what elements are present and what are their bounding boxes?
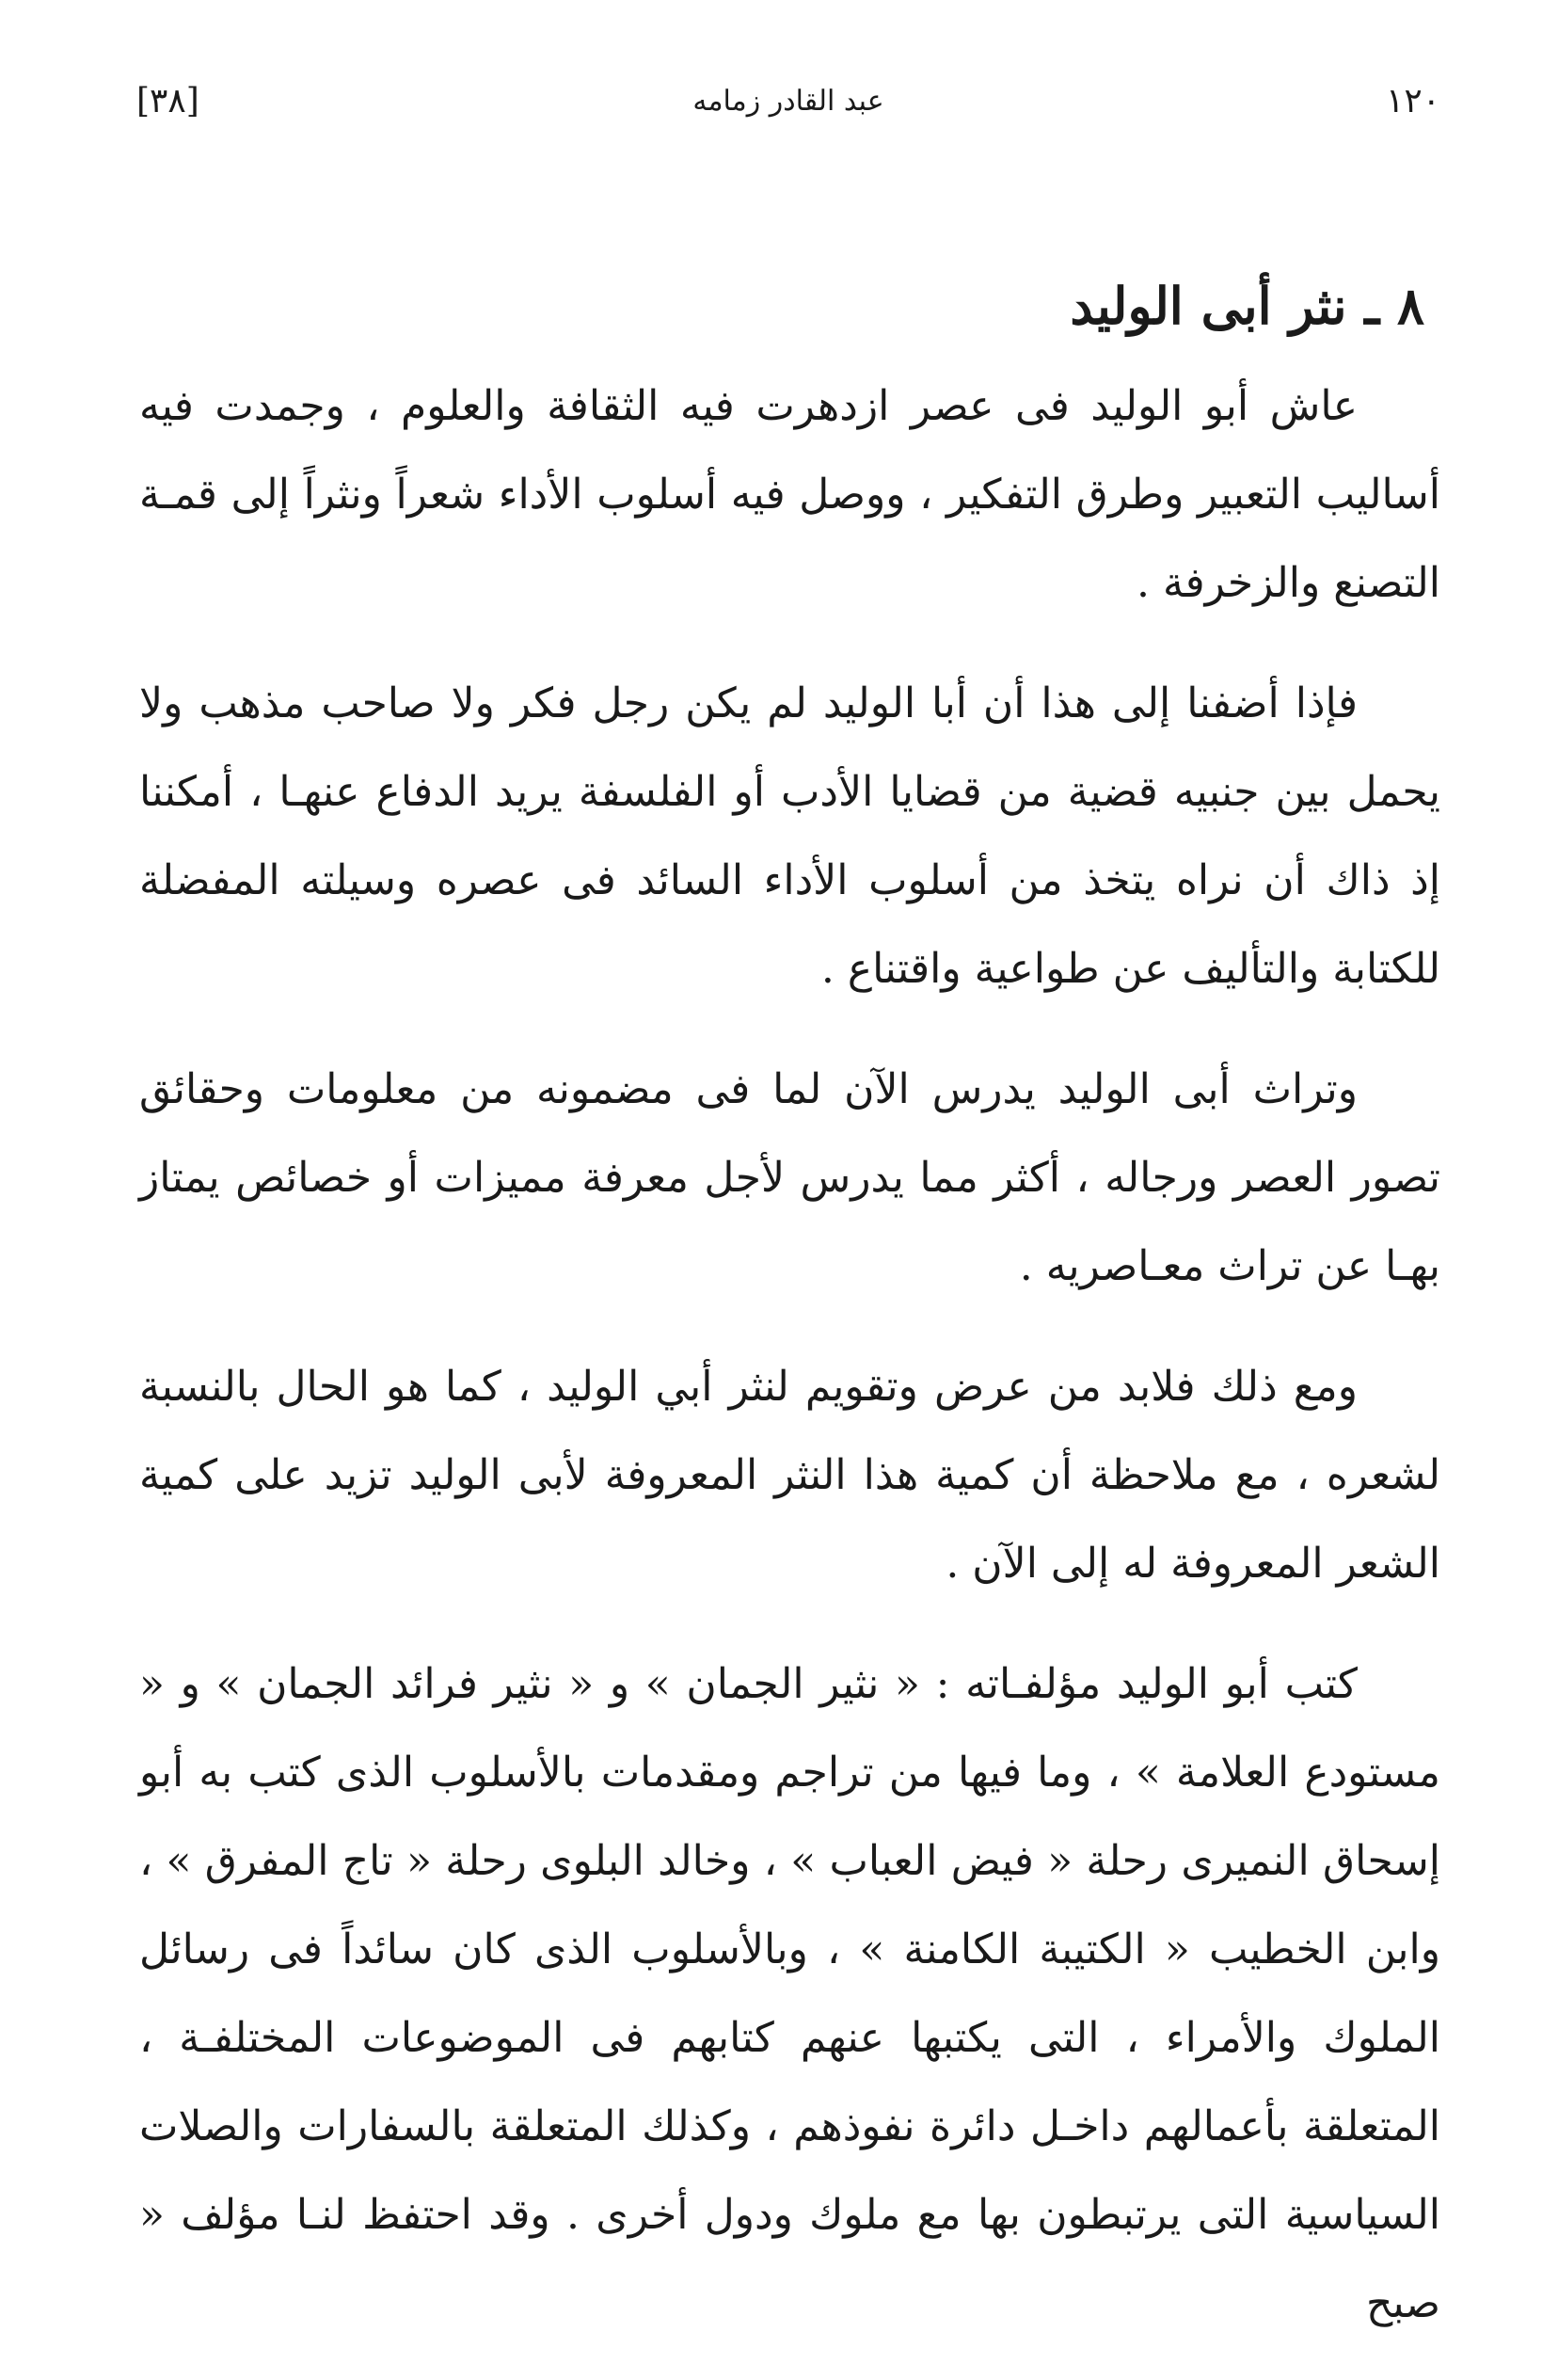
paragraph-4: ومع ذلك فلابد من عرض وتقويم لنثر أبي الوليد ، كما هو الحال بالنسبة لشعره ، مع ملاحظة أن كمية هذا النثر المعروفة لأبى الوليد تزيد على كمية الشعر المعروفة له إلى الآن .: [139, 1363, 1440, 1588]
paragraph-3: وتراث أبى الوليد يدرس الآن لما فى مضمونه من معلومات وحقائق تصور العصر ورجاله ، أكثر مما يدرس لأجل معرفة مميزات أو خصائص يمتاز بهـا عن تراث معـاصريه .: [139, 1065, 1440, 1290]
page-header: [136, 73, 1440, 130]
bracketed-page-reference: [٣٨]: [136, 82, 199, 120]
paragraph-2: فإذا أضفنا إلى هذا أن أبا الوليد لم يكن رجل فكر ولا صاحب مذهب ولا يحمل بين جنبيه قضية من قضايا الأدب أو الفلسفة يريد الدفاع عنهـا ، أمكننا إذ ذاك أن نراه يتخذ من أسلوب الأداء السائد فى عصره وسيلته المفضلة للكتابة والتأليف عن طواعية واقتناع .: [139, 679, 1440, 993]
section-heading: ٨ ـ نثر أبى الوليد: [1070, 275, 1424, 336]
page-number: ١٢٠: [1385, 82, 1440, 120]
paragraph-5: كتب أبو الوليد مؤلفـاته : « نثير الجمان » و « نثير فرائد الجمان » و « مستودع العلامة » ، وما فيها من تراجم ومقدمات بالأسلوب الذى كتب به أبو إسحاق النميرى رحلة « فيض العباب » ، وخالد البلوى رحلة « تاج المفرق » ، وابن الخطيب « الكتيبة الكامنة » ، وبالأسلوب الذى كان سائداً فى رسائل الملوك والأمراء ، التى يكتبها عنهم كتابهم فى الموضوعات المختلفـة ، المتعلقة بأعمالهم داخـل دائرة نفوذهم ، وكذلك المتعلقة بالسفارات والصلات السياسية التى يرتبطون بها مع ملوك ودول أخرى . وقد احتفظ لنـا مؤلف « صبح: [139, 1660, 1440, 2327]
body-text: [139, 362, 1440, 2380]
running-head-author: عبد القادر زمامه: [692, 85, 884, 118]
paragraph-1: عاش أبو الوليد فى عصر ازدهرت فيه الثقافة والعلوم ، وجمدت فيه أساليب التعبير وطرق التفكير ، ووصل فيه أسلوب الأداء شعراً ونثراً إلى قمـة التصنع والزخرفة .: [139, 382, 1440, 607]
